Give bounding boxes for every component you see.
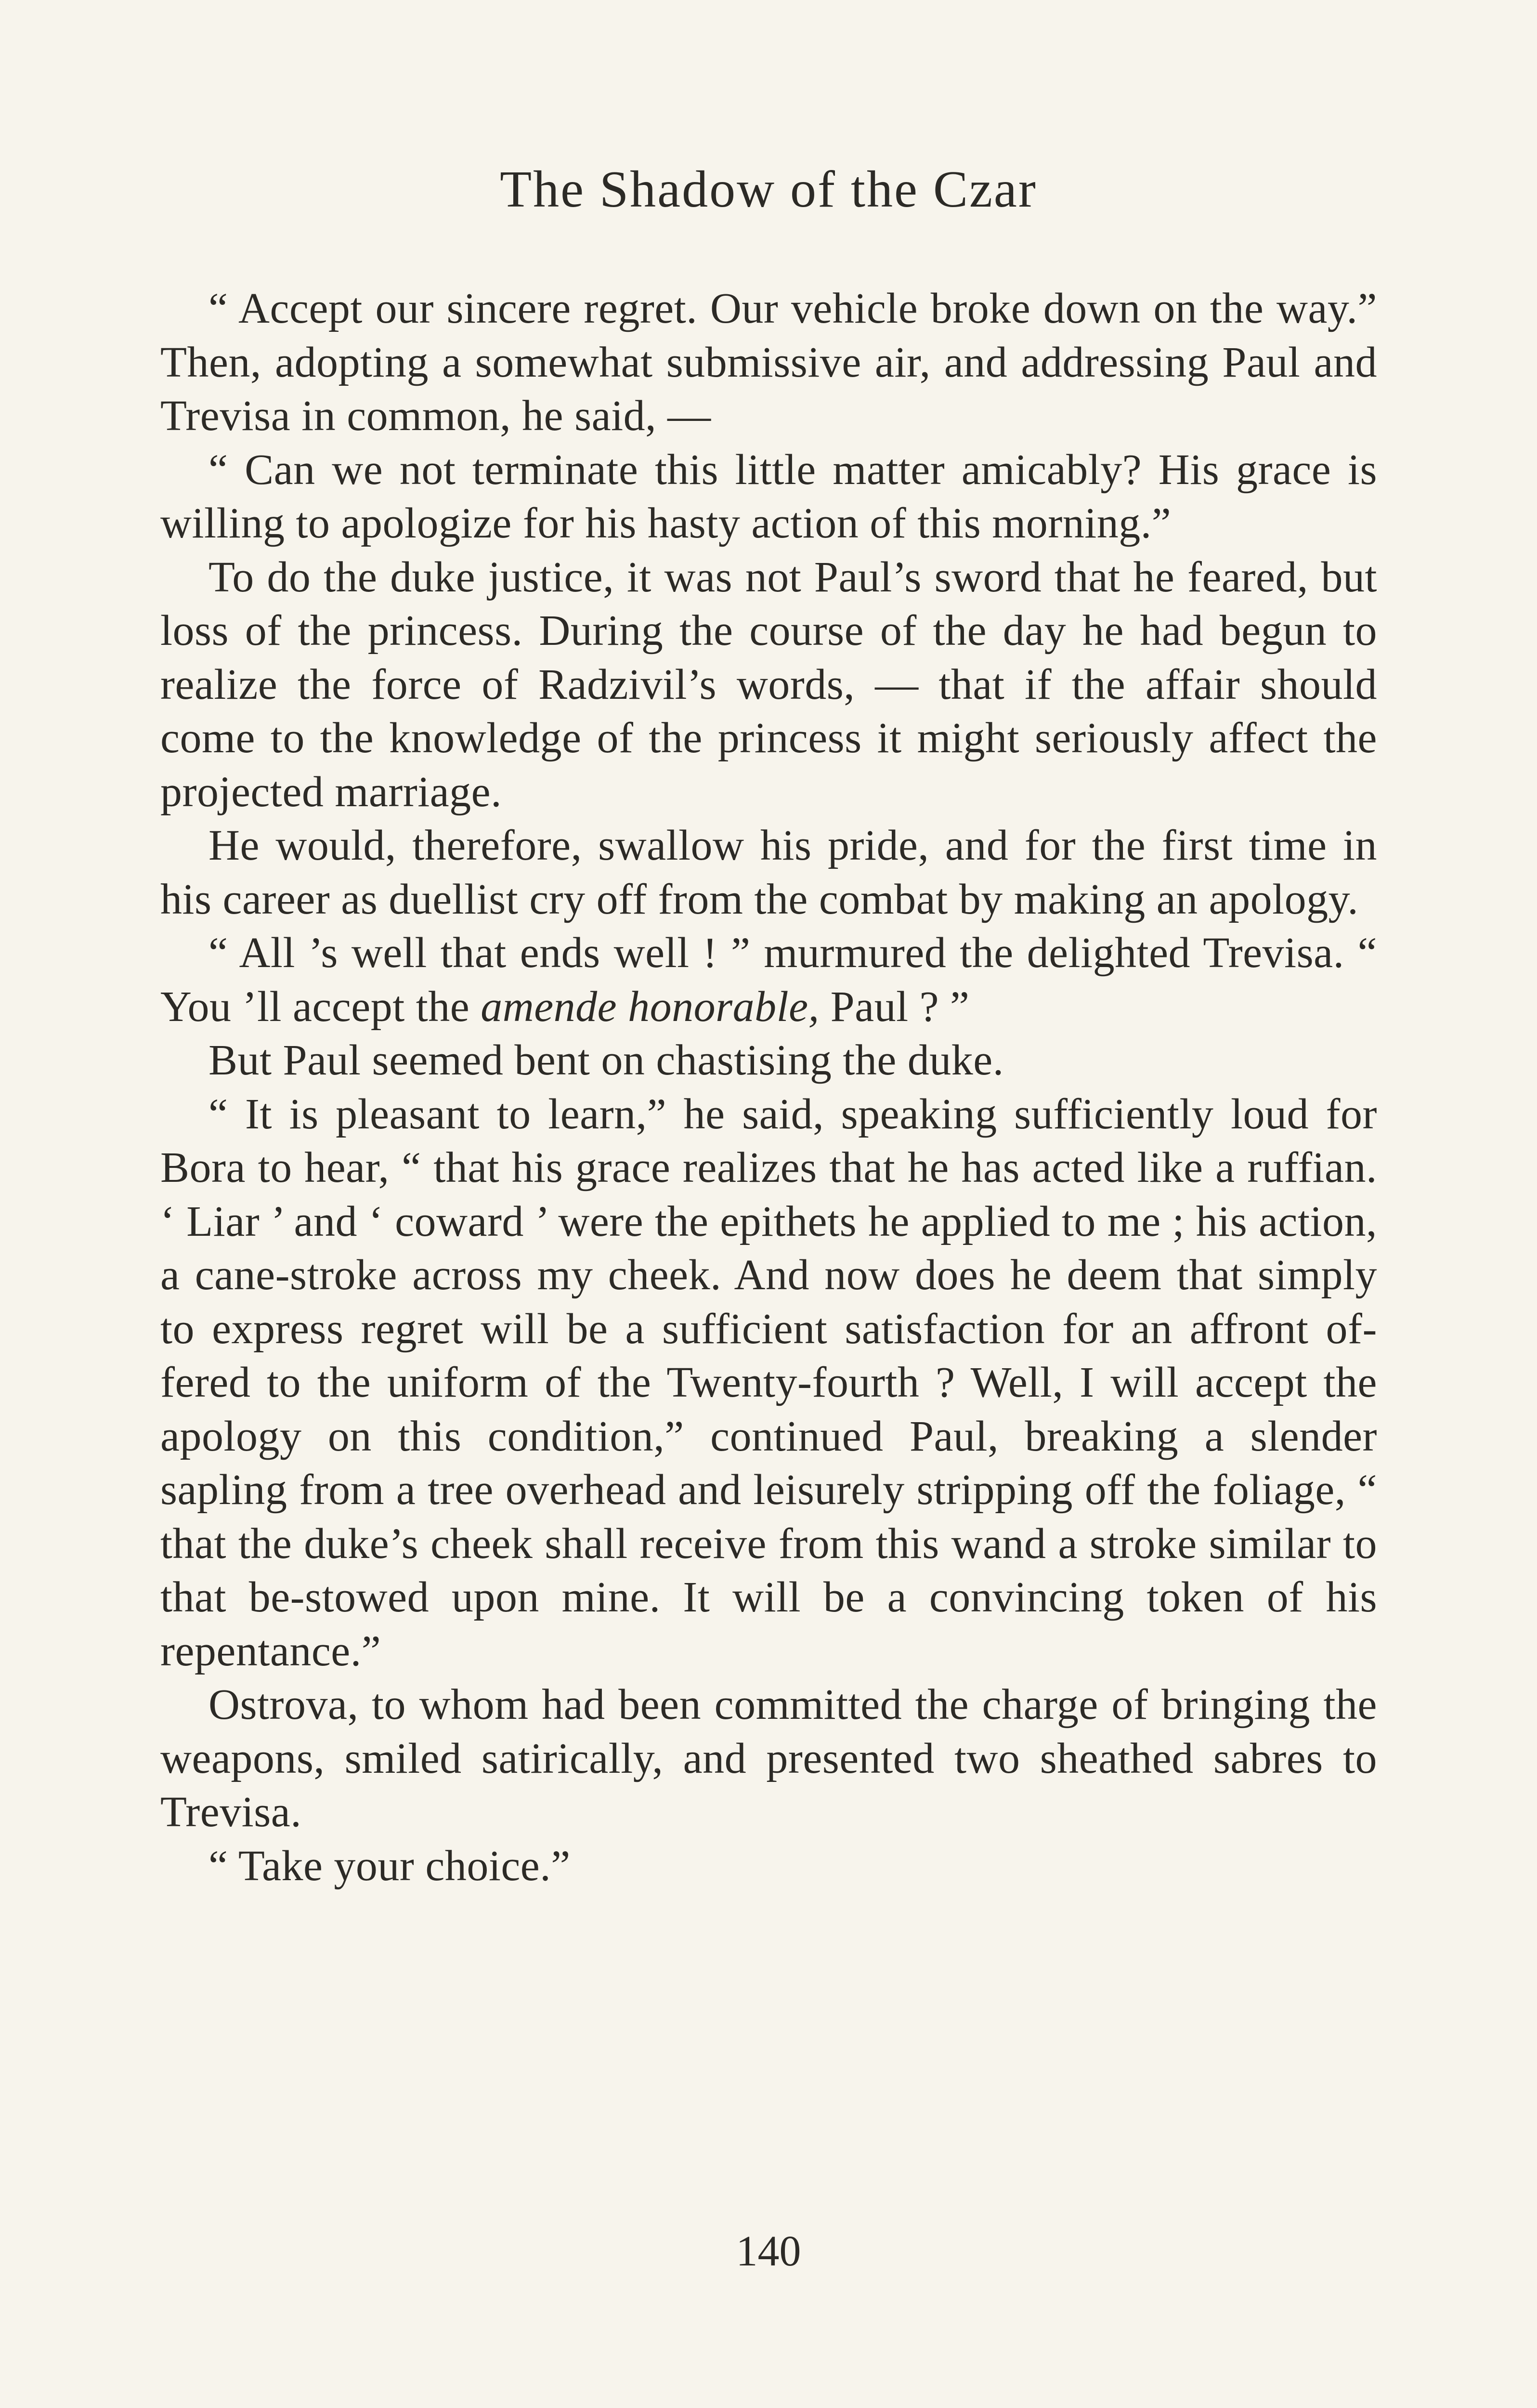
paragraph-with-italic [160,926,1377,1034]
body-text [160,282,1377,1893]
paragraph: “ Take your choice.” [208,1842,571,1890]
paragraph: He would, therefore, swallow his pride, and for the first time in his career as duellist cry off from the combat by making an apology. [160,822,1377,923]
paragraph: But Paul seemed bent on chastising the duke. [208,1036,1004,1084]
running-head: The Shadow of the Czar [500,161,1037,218]
paragraph: Ostrova, to whom had been committed the charge of bringing the weapons, smiled satirically, and presented two sheathed sabres to Trevisa. [160,1681,1377,1836]
paragraph-text: “ All ’s well that ends well ! ” murmured the delighted Trevisa. “ You ’ll accept the [160,929,1377,1031]
page-number: 140 [736,2227,801,2275]
paragraph: “ Accept our sincere regret. Our vehicle broke down on the way.” Then, adopting a somewhat submissive air, and addressing Paul and Trevisa in common, he said, — [160,285,1377,440]
paragraph-text: Paul ? ” [819,982,970,1031]
paragraph: To do the duke justice, it was not Paul’s sword that he feared, but loss of the princess. During the course of the day he had begun to realize the force of Radzivil’s words, — that if the affair should come to the knowledge of the princess it might seriously affect the projected marriage. [160,553,1377,816]
paragraph: “ It is pleasant to learn,” he said, speaking sufficiently loud for Bora to hear, “ that his grace realizes that he has acted like a ruffian. ‘ Liar ’ and ‘ coward ’ were the epithets he applied to me ; his action, a cane-stroke across my cheek. And now does he deem that simply to express regret will be a sufficient satisfaction for an affront of-fered to the uniform of the Twenty-fourth ? Well, I will accept the apology on this condition,” continued Paul, breaking a slender sapling from a tree overhead and leisurely stripping off the foliage, “ that the duke’s cheek shall receive from this wand a stroke similar to that be-stowed upon mine. It will be a convincing token of his repentance.” [160,1090,1377,1675]
paragraph: “ Can we not terminate this little matter amicably? His grace is willing to apologize for his hasty action of this morning.” [160,445,1377,547]
italic-phrase: amende honorable, [481,982,820,1031]
